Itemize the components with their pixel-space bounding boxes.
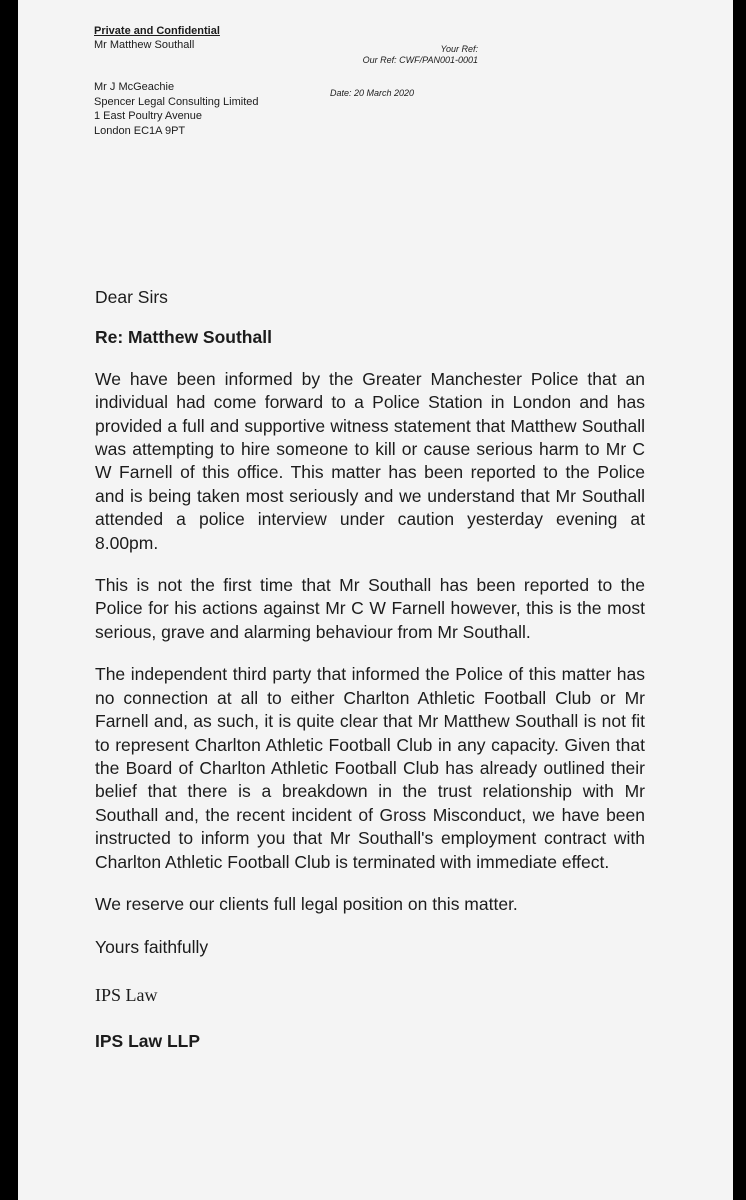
letter-page — [18, 0, 733, 1200]
recipient-street: 1 East Poultry Avenue — [94, 110, 203, 122]
subject-line: Re: Matthew Southall — [95, 327, 272, 348]
letter-body — [95, 286, 645, 1054]
confidential-heading: Private and Confidential — [94, 25, 220, 37]
closing: Yours faithfully — [95, 937, 209, 958]
recipient-city: London EC1A 9PT — [94, 124, 186, 137]
firm-name: IPS Law LLP — [95, 1031, 201, 1052]
your-ref: Your Ref: — [440, 44, 478, 54]
our-ref: Our Ref: CWF/PAN001-0001 — [362, 55, 478, 65]
paragraph-previous-reports: This is not the first time that Mr Southall has been reported to the Police for his actions against Mr C W Farnell however, this is the most serious, grave and alarming behaviour from Mr Southall. — [95, 575, 645, 642]
paragraph-legal-position: We reserve our clients full legal position on this matter. — [95, 893, 518, 914]
paragraph-police-report: We have been informed by the Greater Manchester Police that an individual had come forward to a Police Station in London and has provided a full and supportive witness statement that Matthew Southall was attempting to hire someone to kill or cause serious harm to Mr C W Farnell of this office. This matter has been reported to the Police and is being taken most seriously and we understand that Mr Southall attended a police interview under caution yesterday evening at 8.00pm. — [95, 368, 645, 553]
letter-header — [94, 24, 220, 52]
paragraph-termination: The independent third party that informed the Police of this matter has no connection at all to either Charlton Athletic Football Club or Mr Farnell and, as such, it is quite clear that Mr Matthew Southall is not fit to represent Charlton Athletic Football Club in any capacity. Given that the Board of Charlton Athletic Football Club has already outlined their belief that there is a breakdown in the trust relationship with Mr Southall and, the recent incident of Gross Misconduct, we have been instructed to inform you that Mr Southall's employment contract with Charlton Athletic Football Club is terminated with immediate effect. — [95, 664, 645, 872]
signature: IPS Law — [95, 984, 158, 1005]
recipient-name: Mr J McGeachie — [94, 81, 175, 93]
salutation: Dear Sirs — [95, 287, 168, 307]
letter-date: Date: 20 March 2020 — [330, 88, 415, 98]
sender-name: Mr Matthew Southall — [94, 39, 195, 51]
recipient-company: Spencer Legal Consulting Limited — [94, 95, 259, 108]
reference-block — [363, 44, 478, 66]
recipient-address — [94, 80, 259, 138]
